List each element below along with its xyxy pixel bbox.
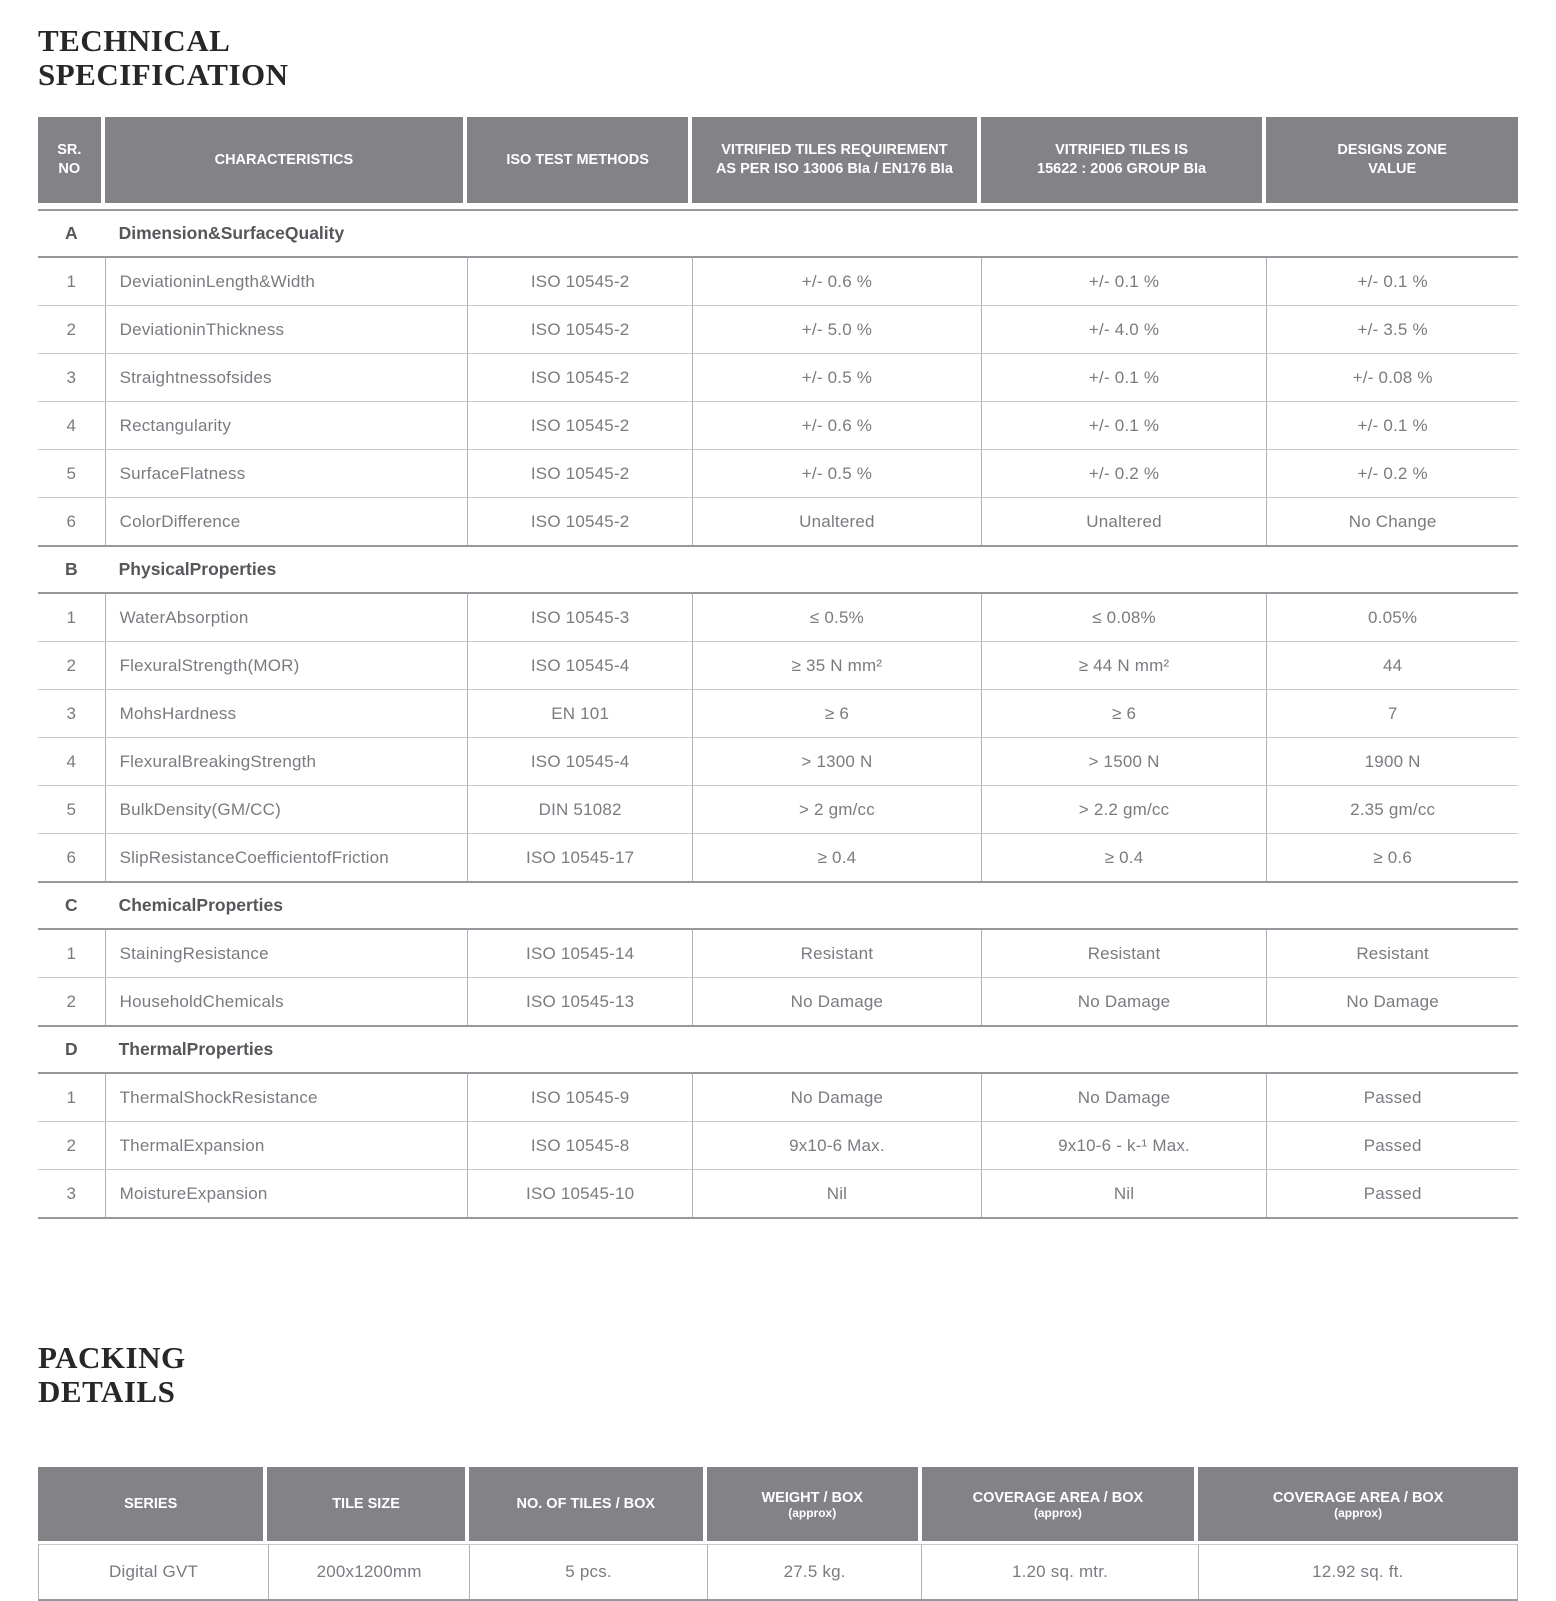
zone-value-cell: +/- 0.1 % [1266, 402, 1518, 449]
requirement-cell: Resistant [692, 930, 981, 977]
table-row [38, 592, 1518, 641]
table-row [38, 785, 1518, 833]
requirement-cell: +/- 5.0 % [692, 306, 981, 353]
iso-method-cell: ISO 10545-2 [467, 498, 692, 545]
requirement-cell: ≥ 35 N mm² [692, 642, 981, 689]
column-header-tile-size: TILE SIZE [267, 1467, 468, 1541]
section-letter: C [64, 895, 78, 915]
iso-method-cell: ISO 10545-2 [467, 306, 692, 353]
weight-cell: 27.5 kg. [707, 1545, 921, 1599]
zone-value-cell: 1900 N [1266, 738, 1518, 785]
row-number: 3 [66, 367, 77, 387]
table-row [38, 833, 1518, 881]
characteristic-cell: Rectangularity [105, 402, 468, 449]
is-group-cell: Resistant [981, 930, 1267, 977]
is-group-cell: Unaltered [981, 498, 1267, 545]
characteristic-cell: Straightnessofsides [105, 354, 468, 401]
iso-method-cell: ISO 10545-2 [467, 354, 692, 401]
requirement-cell: ≤ 0.5% [692, 594, 981, 641]
characteristic-cell: DeviationinLength&Width [105, 258, 468, 305]
title-line: PACKING [38, 1340, 186, 1375]
table-row [38, 401, 1518, 449]
coverage-mtr-cell: 1.20 sq. mtr. [921, 1545, 1197, 1599]
coverage-ft-cell: 12.92 sq. ft. [1198, 1545, 1517, 1599]
is-group-cell: 9x10-6 - k-¹ Max. [981, 1122, 1267, 1169]
section-row-c [38, 881, 1518, 928]
iso-method-cell: ISO 10545-2 [467, 450, 692, 497]
zone-value-cell: ≥ 0.6 [1266, 834, 1518, 881]
row-number: 2 [66, 319, 77, 339]
iso-method-cell: ISO 10545-10 [467, 1170, 692, 1217]
zone-value-cell: 2.35 gm/cc [1266, 786, 1518, 833]
is-group-cell: No Damage [981, 978, 1267, 1025]
column-header-coverage-area-ft: COVERAGE AREA / BOX (approx) [1198, 1467, 1518, 1541]
is-group-cell: ≥ 6 [981, 690, 1267, 737]
row-number: 5 [66, 799, 77, 819]
row-number: 4 [66, 751, 77, 771]
row-number: 2 [66, 1135, 77, 1155]
characteristic-cell: DeviationinThickness [105, 306, 468, 353]
column-header-coverage-area-mtr: COVERAGE AREA / BOX (approx) [922, 1467, 1199, 1541]
row-number: 1 [66, 271, 77, 291]
table-row [38, 928, 1518, 977]
characteristic-cell: ColorDifference [105, 498, 468, 545]
characteristic-cell: MoistureExpansion [105, 1170, 468, 1217]
requirement-cell: ≥ 6 [692, 690, 981, 737]
table-row [38, 977, 1518, 1025]
row-number: 1 [66, 1087, 77, 1107]
column-header-vitrified-is-group: VITRIFIED TILES IS 15622 : 2006 GROUP BIa [981, 117, 1267, 203]
row-number: 2 [66, 991, 77, 1011]
zone-value-cell: No Damage [1266, 978, 1518, 1025]
section-letter: A [64, 223, 78, 243]
title-line: TECHNICAL [38, 23, 231, 58]
section-row-a [38, 209, 1518, 256]
table-row [38, 641, 1518, 689]
page-title-technical-specification [38, 24, 1518, 92]
table-row [38, 1072, 1518, 1121]
is-group-cell: +/- 0.1 % [981, 258, 1267, 305]
requirement-cell: +/- 0.5 % [692, 354, 981, 401]
column-header-iso-test-methods: ISO TEST METHODS [467, 117, 692, 203]
characteristic-cell: BulkDensity(GM/CC) [105, 786, 468, 833]
iso-method-cell: ISO 10545-9 [467, 1074, 692, 1121]
characteristic-cell: StainingResistance [105, 930, 468, 977]
characteristic-cell: SlipResistanceCoefficientofFriction [105, 834, 468, 881]
iso-method-cell: ISO 10545-2 [467, 258, 692, 305]
requirement-cell: +/- 0.6 % [692, 258, 981, 305]
characteristic-cell: ThermalExpansion [105, 1122, 468, 1169]
row-number: 1 [66, 943, 77, 963]
zone-value-cell: No Change [1266, 498, 1518, 545]
table-row [38, 256, 1518, 305]
page-title-packing-details [38, 1341, 1518, 1409]
characteristic-cell: HouseholdChemicals [105, 978, 468, 1025]
characteristic-cell: SurfaceFlatness [105, 450, 468, 497]
is-group-cell: +/- 0.1 % [981, 354, 1267, 401]
iso-method-cell: DIN 51082 [467, 786, 692, 833]
row-number: 2 [66, 655, 77, 675]
section-title: ChemicalProperties [118, 895, 283, 915]
is-group-cell: ≤ 0.08% [981, 594, 1267, 641]
series-cell: Digital GVT [108, 1562, 199, 1581]
requirement-cell: +/- 0.6 % [692, 402, 981, 449]
is-group-cell: No Damage [981, 1074, 1267, 1121]
is-group-cell: > 1500 N [981, 738, 1267, 785]
row-number: 5 [66, 463, 77, 483]
column-header-weight-per-box: WEIGHT / BOX (approx) [707, 1467, 922, 1541]
table-row [38, 449, 1518, 497]
zone-value-cell: 7 [1266, 690, 1518, 737]
packing-table-row [38, 1544, 1518, 1601]
table-row [38, 497, 1518, 545]
row-number: 1 [66, 607, 77, 627]
row-number: 3 [66, 1183, 77, 1203]
iso-method-cell: ISO 10545-8 [467, 1122, 692, 1169]
iso-method-cell: ISO 10545-2 [467, 402, 692, 449]
section-title: Dimension&SurfaceQuality [118, 223, 345, 243]
iso-method-cell: ISO 10545-17 [467, 834, 692, 881]
iso-method-cell: ISO 10545-4 [467, 738, 692, 785]
requirement-cell: No Damage [692, 978, 981, 1025]
is-group-cell: +/- 0.2 % [981, 450, 1267, 497]
packing-table-header-row [38, 1467, 1518, 1541]
tiles-per-box-cell: 5 pcs. [469, 1545, 707, 1599]
is-group-cell: +/- 0.1 % [981, 402, 1267, 449]
is-group-cell: Nil [981, 1170, 1267, 1217]
is-group-cell: > 2.2 gm/cc [981, 786, 1267, 833]
requirement-cell: 9x10-6 Max. [692, 1122, 981, 1169]
zone-value-cell: +/- 0.2 % [1266, 450, 1518, 497]
packing-details-table [38, 1467, 1518, 1601]
section-letter: D [64, 1039, 78, 1059]
characteristic-cell: FlexuralBreakingStrength [105, 738, 468, 785]
requirement-cell: > 2 gm/cc [692, 786, 981, 833]
row-number: 6 [66, 511, 77, 531]
requirement-cell: ≥ 0.4 [692, 834, 981, 881]
section-row-b [38, 545, 1518, 592]
column-header-vitrified-requirement: VITRIFIED TILES REQUIREMENT AS PER ISO 13006 BIa / EN176 BIa [692, 117, 981, 203]
is-group-cell: ≥ 0.4 [981, 834, 1267, 881]
requirement-cell: +/- 0.5 % [692, 450, 981, 497]
table-row [38, 353, 1518, 401]
characteristic-cell: WaterAbsorption [105, 594, 468, 641]
zone-value-cell: +/- 0.08 % [1266, 354, 1518, 401]
section-letter: B [64, 559, 78, 579]
technical-specification-table [38, 117, 1518, 1219]
zone-value-cell: 0.05% [1266, 594, 1518, 641]
section-title: ThermalProperties [118, 1039, 274, 1059]
zone-value-cell: 44 [1266, 642, 1518, 689]
zone-value-cell: Passed [1266, 1170, 1518, 1217]
table-row [38, 1121, 1518, 1169]
tile-size-cell: 200x1200mm [268, 1545, 469, 1599]
section-title: PhysicalProperties [118, 559, 277, 579]
zone-value-cell: Passed [1266, 1122, 1518, 1169]
spec-table-header-row [38, 117, 1518, 203]
table-row [38, 737, 1518, 785]
row-number: 3 [66, 703, 77, 723]
section-row-d [38, 1025, 1518, 1072]
iso-method-cell: ISO 10545-4 [467, 642, 692, 689]
characteristic-cell: MohsHardness [105, 690, 468, 737]
zone-value-cell: Passed [1266, 1074, 1518, 1121]
title-line: SPECIFICATION [38, 57, 289, 92]
iso-method-cell: EN 101 [467, 690, 692, 737]
zone-value-cell: +/- 3.5 % [1266, 306, 1518, 353]
column-header-designs-zone-value: DESIGNS ZONE VALUE [1266, 117, 1518, 203]
iso-method-cell: ISO 10545-14 [467, 930, 692, 977]
zone-value-cell: +/- 0.1 % [1266, 258, 1518, 305]
column-header-tiles-per-box: NO. OF TILES / BOX [469, 1467, 707, 1541]
column-header-characteristics: CHARACTERISTICS [105, 117, 468, 203]
is-group-cell: +/- 4.0 % [981, 306, 1267, 353]
is-group-cell: ≥ 44 N mm² [981, 642, 1267, 689]
iso-method-cell: ISO 10545-3 [467, 594, 692, 641]
requirement-cell: Nil [692, 1170, 981, 1217]
column-header-series: SERIES [38, 1467, 267, 1541]
column-header-sr-no: SR. NO [38, 117, 105, 203]
requirement-cell: > 1300 N [692, 738, 981, 785]
table-row [38, 1169, 1518, 1217]
table-row [38, 305, 1518, 353]
row-number: 6 [66, 847, 77, 867]
table-row [38, 689, 1518, 737]
requirement-cell: Unaltered [692, 498, 981, 545]
zone-value-cell: Resistant [1266, 930, 1518, 977]
title-line: DETAILS [38, 1374, 176, 1409]
characteristic-cell: FlexuralStrength(MOR) [105, 642, 468, 689]
characteristic-cell: ThermalShockResistance [105, 1074, 468, 1121]
requirement-cell: No Damage [692, 1074, 981, 1121]
iso-method-cell: ISO 10545-13 [467, 978, 692, 1025]
row-number: 4 [66, 415, 77, 435]
